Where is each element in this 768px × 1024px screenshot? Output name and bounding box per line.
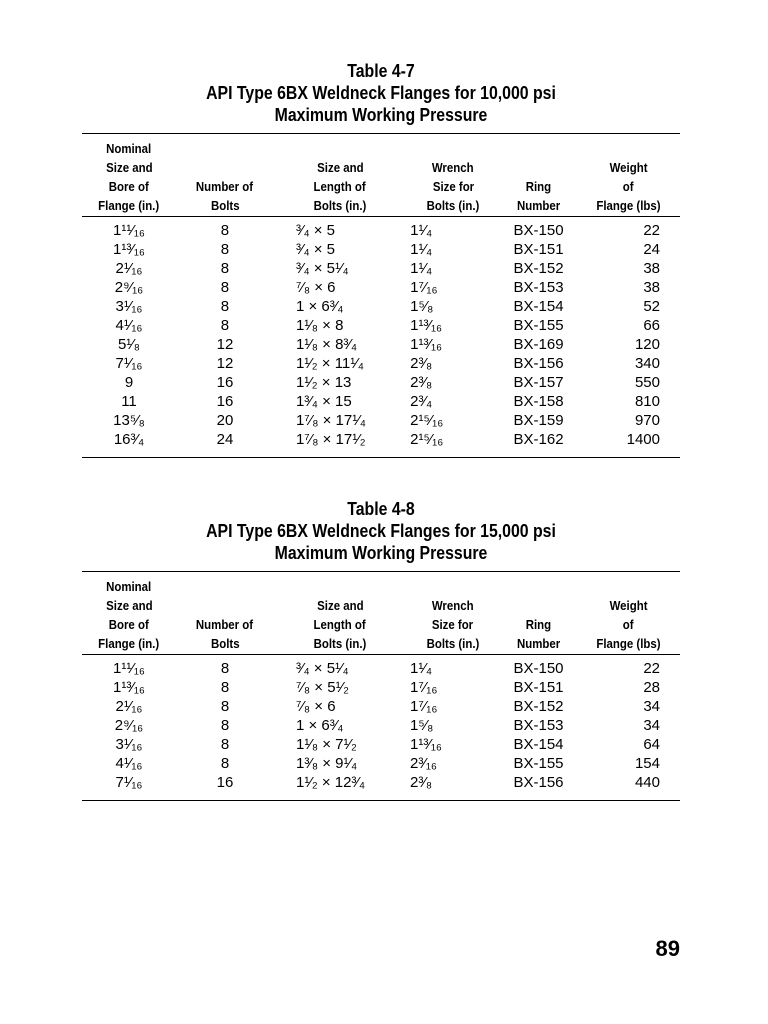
cell-bolt-size-length: 1¹⁄₈ × 8 bbox=[295, 317, 344, 334]
cell-number-of-bolts: 12 bbox=[216, 355, 234, 372]
cell-flange-weight: 154 bbox=[634, 755, 660, 772]
column-header-nominal-size bbox=[82, 572, 176, 655]
column-header-line: of bbox=[623, 179, 634, 194]
cell-number-of-bolts: 8 bbox=[220, 279, 230, 296]
column-header-line: Weight bbox=[609, 598, 648, 613]
cell-ring-number: BX-158 bbox=[513, 393, 564, 410]
column-header-line: Size and bbox=[316, 160, 364, 175]
column-header-line: Nominal bbox=[106, 579, 152, 594]
cell-wrench-size: 1⁷⁄₁₆ bbox=[410, 679, 438, 696]
cell-wrench-size: 1⁵⁄₈ bbox=[410, 717, 434, 734]
cell-nominal-size: 4¹⁄₁₆ bbox=[115, 317, 143, 334]
cell-wrench-size: 1¹⁄₄ bbox=[410, 222, 433, 239]
cell-flange-weight: 34 bbox=[643, 717, 660, 734]
cell-wrench-size: 2³⁄₁₆ bbox=[410, 755, 437, 772]
cell-flange-weight: 120 bbox=[634, 336, 660, 353]
cell-nominal-size: 5¹⁄₈ bbox=[117, 336, 141, 353]
cell-flange-weight: 22 bbox=[643, 222, 660, 239]
cell-nominal-size: 9 bbox=[124, 374, 134, 391]
table-row bbox=[82, 655, 680, 679]
table-row bbox=[82, 392, 680, 411]
cell-wrench-size: 1¹³⁄₁₆ bbox=[410, 336, 443, 353]
column-header-line: Bolts (in.) bbox=[426, 636, 480, 651]
cell-bolt-size-length: 1³⁄₈ × 9¹⁄₄ bbox=[295, 755, 358, 772]
cell-nominal-size: 1¹¹⁄₁₆ bbox=[113, 222, 145, 239]
cell-bolt-size-length: ⁷⁄₈ × 6 bbox=[295, 279, 336, 296]
cell-number-of-bolts: 16 bbox=[216, 774, 234, 791]
cell-number-of-bolts: 8 bbox=[220, 698, 230, 715]
table-row bbox=[82, 773, 680, 801]
cell-bolt-size-length: ⁷⁄₈ × 5¹⁄₂ bbox=[295, 679, 349, 696]
cell-bolt-size-length: 1⁷⁄₈ × 17¹⁄₄ bbox=[295, 412, 366, 429]
table-title: API Type 6BX Weldneck Flanges for 15,000 psi bbox=[206, 521, 556, 541]
table-row bbox=[82, 297, 680, 316]
table-subtitle: Maximum Working Pressure bbox=[274, 105, 488, 125]
cell-wrench-size: 1¹³⁄₁₆ bbox=[410, 736, 442, 753]
column-header-line: Number of bbox=[196, 617, 254, 632]
cell-bolt-size-length: ⁷⁄₈ × 6 bbox=[295, 698, 336, 715]
column-header-bolt-size-length bbox=[274, 572, 406, 655]
column-header-line: Number bbox=[516, 636, 561, 651]
column-header-line: Bolts (in.) bbox=[426, 198, 480, 213]
column-header-flange-weight bbox=[577, 134, 680, 217]
column-header-wrench-size bbox=[406, 134, 500, 217]
cell-wrench-size: 1¹⁄₄ bbox=[410, 660, 432, 677]
column-header-line: Length of bbox=[313, 617, 367, 632]
cell-ring-number: BX-154 bbox=[513, 298, 564, 315]
column-header-line: Ring bbox=[525, 179, 552, 194]
cell-bolt-size-length: 1¹⁄₈ × 8³⁄₄ bbox=[295, 336, 358, 353]
column-header-bolt-size-length bbox=[274, 134, 406, 217]
table-4-7-block bbox=[82, 60, 680, 458]
cell-flange-weight: 38 bbox=[643, 279, 660, 296]
header-row bbox=[82, 572, 680, 655]
cell-wrench-size: 2¹⁵⁄₁₆ bbox=[410, 431, 444, 448]
table-row bbox=[82, 316, 680, 335]
cell-wrench-size: 2³⁄₄ bbox=[410, 393, 433, 410]
cell-number-of-bolts: 8 bbox=[220, 660, 230, 677]
cell-wrench-size: 1¹⁄₄ bbox=[410, 241, 433, 258]
cell-nominal-size: 2¹⁄₁₆ bbox=[115, 698, 143, 715]
cell-nominal-size: 2¹⁄₁₆ bbox=[115, 260, 143, 277]
cell-nominal-size: 7¹⁄₁₆ bbox=[115, 355, 143, 372]
cell-nominal-size: 1¹³⁄₁₆ bbox=[113, 241, 145, 258]
flange-table-15000-psi bbox=[82, 571, 680, 801]
column-header-line: Bore of bbox=[108, 179, 150, 194]
column-header-line: Wrench bbox=[432, 598, 474, 613]
table-row bbox=[82, 278, 680, 297]
cell-bolt-size-length: 1 × 6³⁄₄ bbox=[295, 298, 344, 315]
cell-bolt-size-length: 1 × 6³⁄₄ bbox=[295, 717, 344, 734]
table-title: API Type 6BX Weldneck Flanges for 10,000 psi bbox=[206, 83, 556, 103]
column-header-nominal-size bbox=[82, 134, 176, 217]
cell-ring-number: BX-156 bbox=[513, 355, 564, 372]
table-header bbox=[82, 572, 680, 655]
cell-nominal-size: 1¹¹⁄₁₆ bbox=[113, 660, 145, 677]
cell-number-of-bolts: 24 bbox=[216, 431, 234, 448]
cell-nominal-size: 13⁵⁄₈ bbox=[113, 412, 145, 429]
cell-nominal-size: 3¹⁄₁₆ bbox=[115, 298, 143, 315]
cell-number-of-bolts: 8 bbox=[220, 679, 230, 696]
cell-ring-number: BX-151 bbox=[513, 241, 564, 258]
cell-nominal-size: 3¹⁄₁₆ bbox=[115, 736, 143, 753]
cell-number-of-bolts: 8 bbox=[220, 260, 230, 277]
cell-ring-number: BX-152 bbox=[513, 698, 564, 715]
column-header-line: Bolts (in.) bbox=[313, 636, 367, 651]
cell-bolt-size-length: ³⁄₄ × 5¹⁄₄ bbox=[295, 660, 349, 677]
column-header-line: Flange (in.) bbox=[98, 636, 160, 651]
cell-number-of-bolts: 16 bbox=[216, 374, 234, 391]
cell-nominal-size: 16³⁄₄ bbox=[113, 431, 145, 448]
table-body bbox=[82, 655, 680, 801]
column-header-line: Number bbox=[516, 198, 561, 213]
table-body bbox=[82, 217, 680, 458]
column-header-line: Flange (lbs) bbox=[596, 198, 661, 213]
cell-nominal-size: 1¹³⁄₁₆ bbox=[113, 679, 145, 696]
cell-ring-number: BX-155 bbox=[513, 755, 564, 772]
cell-ring-number: BX-150 bbox=[513, 660, 564, 677]
column-header-number-of-bolts bbox=[176, 134, 274, 217]
cell-flange-weight: 64 bbox=[643, 736, 660, 753]
table-number: Table 4-8 bbox=[347, 499, 415, 519]
cell-wrench-size: 2³⁄₈ bbox=[410, 774, 433, 791]
header-row bbox=[82, 134, 680, 217]
cell-number-of-bolts: 8 bbox=[220, 222, 230, 239]
table-row bbox=[82, 217, 680, 241]
cell-nominal-size: 2⁹⁄₁₆ bbox=[114, 717, 144, 734]
column-header-line: Bolts bbox=[210, 636, 240, 651]
column-header-line: Number of bbox=[196, 179, 254, 194]
cell-number-of-bolts: 8 bbox=[220, 736, 230, 753]
table-caption bbox=[118, 60, 644, 126]
column-header-wrench-size bbox=[406, 572, 500, 655]
column-header-line: Length of bbox=[313, 179, 367, 194]
column-header-ring-number bbox=[500, 134, 577, 217]
cell-flange-weight: 1400 bbox=[626, 431, 660, 448]
table-row bbox=[82, 354, 680, 373]
column-header-line: of bbox=[623, 617, 634, 632]
cell-nominal-size: 7¹⁄₁₆ bbox=[115, 774, 143, 791]
table-row bbox=[82, 735, 680, 754]
column-header-line: Nominal bbox=[106, 141, 152, 156]
cell-number-of-bolts: 8 bbox=[220, 241, 230, 258]
cell-flange-weight: 550 bbox=[634, 374, 660, 391]
column-header-line: Bolts bbox=[210, 198, 240, 213]
column-header-line: Size and bbox=[316, 598, 364, 613]
cell-wrench-size: 2³⁄₈ bbox=[410, 355, 433, 372]
cell-flange-weight: 66 bbox=[643, 317, 660, 334]
cell-ring-number: BX-150 bbox=[513, 222, 564, 239]
cell-flange-weight: 24 bbox=[643, 241, 660, 258]
cell-ring-number: BX-154 bbox=[513, 736, 564, 753]
cell-bolt-size-length: ³⁄₄ × 5¹⁄₄ bbox=[295, 260, 349, 277]
column-header-line: Bolts (in.) bbox=[313, 198, 367, 213]
column-header-flange-weight bbox=[577, 572, 680, 655]
table-header bbox=[82, 134, 680, 217]
column-header-line: Size and bbox=[105, 598, 153, 613]
cell-ring-number: BX-162 bbox=[513, 431, 564, 448]
cell-bolt-size-length: 1¹⁄₂ × 11¹⁄₄ bbox=[295, 355, 364, 372]
cell-flange-weight: 340 bbox=[634, 355, 660, 372]
cell-number-of-bolts: 8 bbox=[220, 298, 230, 315]
cell-flange-weight: 38 bbox=[643, 260, 660, 277]
cell-bolt-size-length: 1⁷⁄₈ × 17¹⁄₂ bbox=[295, 431, 366, 448]
cell-wrench-size: 2¹⁵⁄₁₆ bbox=[410, 412, 444, 429]
table-subtitle: Maximum Working Pressure bbox=[274, 543, 488, 563]
table-row bbox=[82, 335, 680, 354]
cell-number-of-bolts: 20 bbox=[216, 412, 234, 429]
cell-flange-weight: 28 bbox=[643, 679, 660, 696]
column-header-line: Size and bbox=[105, 160, 153, 175]
cell-number-of-bolts: 16 bbox=[216, 393, 234, 410]
cell-wrench-size: 1⁵⁄₈ bbox=[410, 298, 434, 315]
column-header-line: Ring bbox=[525, 617, 552, 632]
cell-number-of-bolts: 12 bbox=[216, 336, 234, 353]
cell-wrench-size: 1⁷⁄₁₆ bbox=[410, 279, 438, 296]
page-number: 89 bbox=[655, 936, 680, 961]
cell-nominal-size: 11 bbox=[121, 393, 137, 410]
cell-ring-number: BX-151 bbox=[513, 679, 564, 696]
cell-wrench-size: 2³⁄₈ bbox=[410, 374, 433, 391]
cell-number-of-bolts: 8 bbox=[220, 317, 230, 334]
column-header-line: Size for bbox=[432, 617, 474, 632]
cell-bolt-size-length: ³⁄₄ × 5 bbox=[295, 241, 335, 258]
table-caption bbox=[118, 498, 644, 564]
table-row bbox=[82, 754, 680, 773]
cell-ring-number: BX-153 bbox=[513, 717, 564, 734]
cell-flange-weight: 52 bbox=[643, 298, 660, 315]
flange-table-10000-psi bbox=[82, 133, 680, 458]
cell-ring-number: BX-152 bbox=[513, 260, 564, 277]
table-row bbox=[82, 678, 680, 697]
column-header-line: Size for bbox=[432, 179, 474, 194]
cell-nominal-size: 4¹⁄₁₆ bbox=[115, 755, 143, 772]
cell-number-of-bolts: 8 bbox=[220, 717, 230, 734]
cell-flange-weight: 22 bbox=[643, 660, 660, 677]
column-header-number-of-bolts bbox=[176, 572, 274, 655]
table-4-8-block bbox=[82, 498, 680, 801]
cell-flange-weight: 440 bbox=[634, 774, 660, 791]
cell-wrench-size: 1⁷⁄₁₆ bbox=[410, 698, 438, 715]
cell-bolt-size-length: 1¹⁄₂ × 13 bbox=[295, 374, 352, 391]
cell-ring-number: BX-156 bbox=[513, 774, 564, 791]
table-row bbox=[82, 697, 680, 716]
table-row bbox=[82, 259, 680, 278]
table-row bbox=[82, 373, 680, 392]
table-number: Table 4-7 bbox=[347, 61, 415, 81]
cell-number-of-bolts: 8 bbox=[220, 755, 230, 772]
column-header-line: Bore of bbox=[108, 617, 150, 632]
cell-ring-number: BX-153 bbox=[513, 279, 564, 296]
cell-ring-number: BX-157 bbox=[513, 374, 564, 391]
table-row bbox=[82, 430, 680, 458]
cell-flange-weight: 810 bbox=[634, 393, 660, 410]
cell-flange-weight: 970 bbox=[634, 412, 660, 429]
cell-ring-number: BX-155 bbox=[513, 317, 564, 334]
cell-wrench-size: 1¹³⁄₁₆ bbox=[410, 317, 443, 334]
table-row bbox=[82, 240, 680, 259]
column-header-line: Flange (lbs) bbox=[596, 636, 661, 651]
column-header-line: Flange (in.) bbox=[98, 198, 160, 213]
cell-bolt-size-length: ³⁄₄ × 5 bbox=[295, 222, 335, 239]
table-row bbox=[82, 411, 680, 430]
cell-ring-number: BX-169 bbox=[513, 336, 564, 353]
cell-wrench-size: 1¹⁄₄ bbox=[410, 260, 433, 277]
column-header-ring-number bbox=[500, 572, 577, 655]
column-header-line: Weight bbox=[609, 160, 648, 175]
cell-nominal-size: 2⁹⁄₁₆ bbox=[114, 279, 144, 296]
cell-bolt-size-length: 1³⁄₄ × 15 bbox=[295, 393, 352, 410]
table-row bbox=[82, 716, 680, 735]
cell-flange-weight: 34 bbox=[643, 698, 660, 715]
cell-bolt-size-length: 1¹⁄₈ × 7¹⁄₂ bbox=[295, 736, 357, 753]
column-header-line: Wrench bbox=[432, 160, 474, 175]
cell-ring-number: BX-159 bbox=[513, 412, 564, 429]
cell-bolt-size-length: 1¹⁄₂ × 12³⁄₄ bbox=[295, 774, 366, 791]
